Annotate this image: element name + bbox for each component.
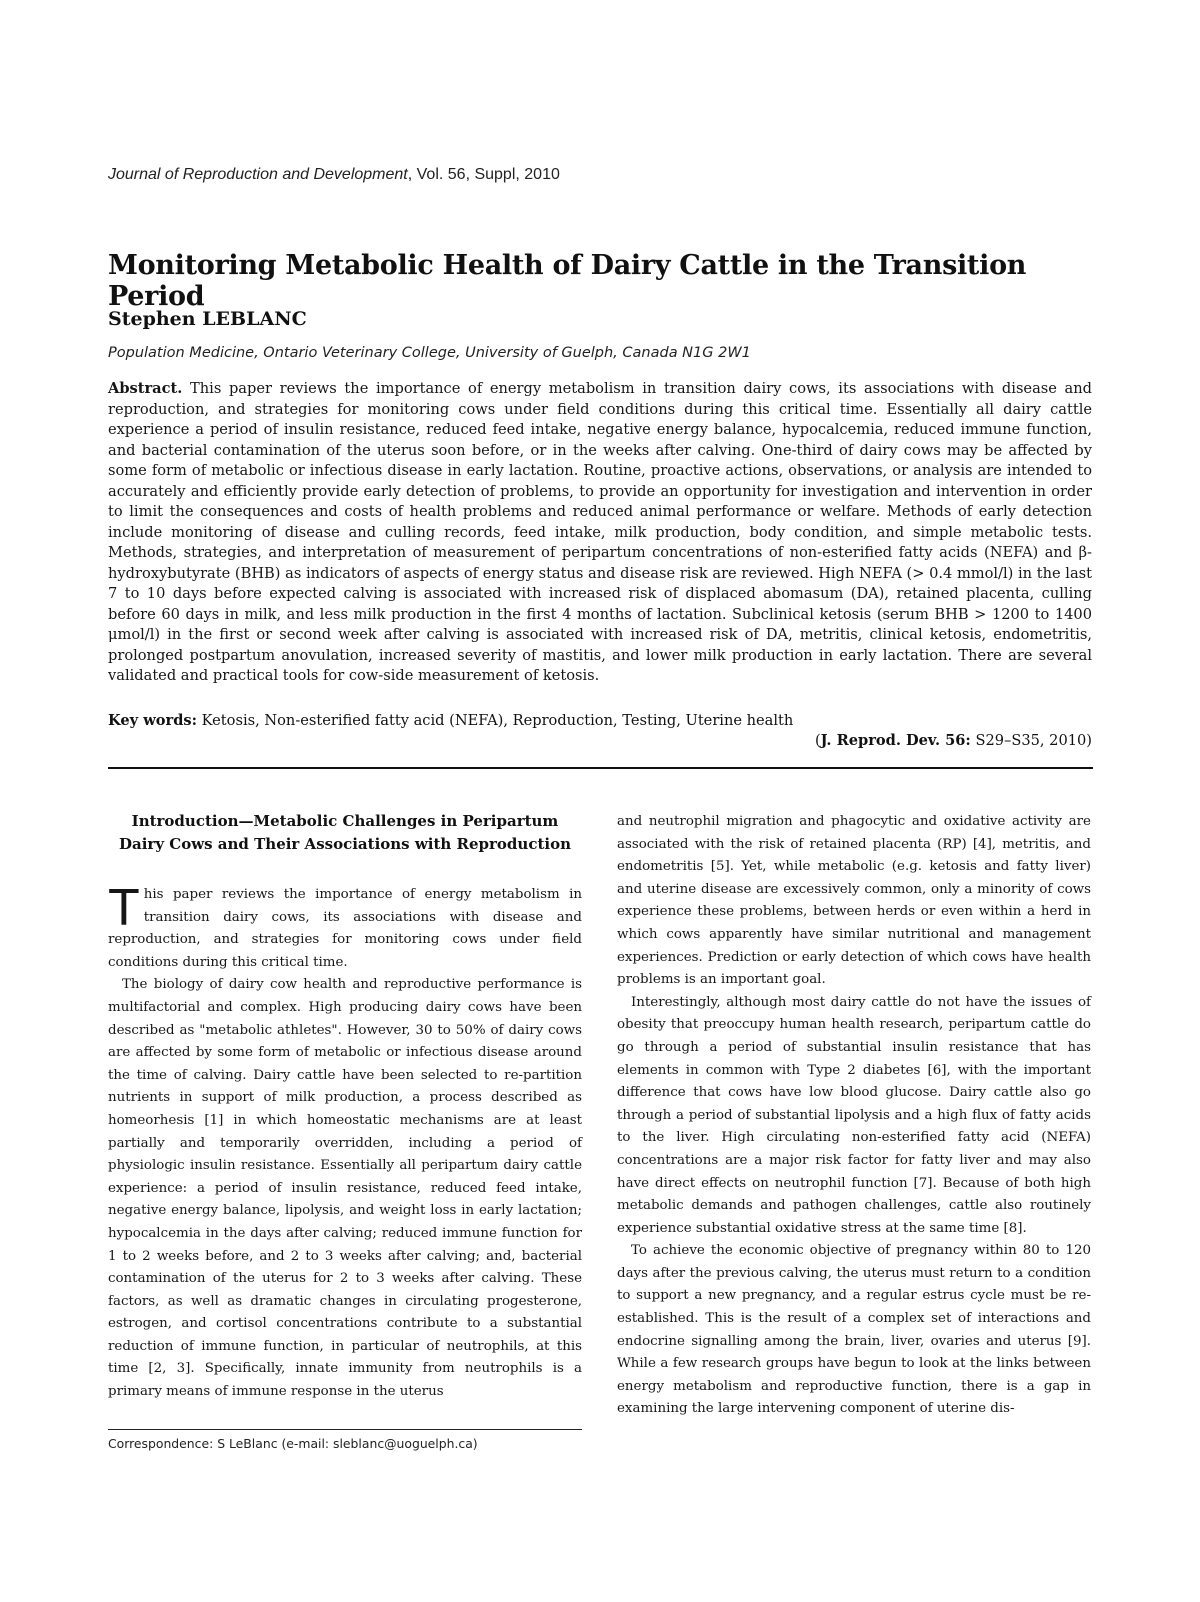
author-name: Stephen LEBLANC [108, 308, 307, 330]
abstract [108, 379, 1092, 687]
abstract-divider [108, 767, 1093, 769]
footnote-divider [108, 1429, 582, 1430]
right-paragraph-1: and neutrophil migration and phagocytic and oxidative activity are associated with the risk of retained placenta (RP) [4], metritis, and endometritis [5]. Yet, while metabolic (e.g. ketosis and fatty liver) and uterine disease are excessively common, only a minority of cows experience these problems, between herds or even within a herd in which cows apparently have similar nutritional and management experiences. Prediction or early detection of which cows have health problems is an important goal. [617, 814, 1091, 988]
citation-journal: J. Reprod. Dev. 56: [820, 732, 971, 749]
section-heading-line2: Dairy Cows and Their Associations with Reproduction [119, 835, 571, 853]
intro-paragraph-1-text: his paper reviews the importance of energy metabolism in transition dairy cows, its associations with disease and reproduction, and strategies for monitoring cows under field conditions during this critical time. [108, 887, 582, 970]
journal-header [108, 166, 560, 184]
left-column [108, 879, 582, 1404]
citation [815, 732, 1092, 749]
right-column [617, 811, 1091, 1421]
abstract-label: Abstract. [108, 380, 183, 397]
section-heading-line1: Introduction—Metabolic Challenges in Peripartum [131, 812, 559, 830]
intro-paragraph-1 [108, 879, 582, 974]
section-heading [108, 810, 582, 856]
article-title: Monitoring Metabolic Health of Dairy Cattle in the Transition Period [108, 250, 1027, 312]
keywords-text: Ketosis, Non-esterified fatty acid (NEFA), Reproduction, Testing, Uterine health [201, 712, 794, 729]
keywords-label: Key words: [108, 712, 198, 729]
journal-name: Journal of Reproduction and Development [108, 166, 408, 183]
correspondence-footnote: Correspondence: S LeBlanc (e-mail: sleblanc@uoguelph.ca) [108, 1436, 478, 1451]
volume-info: , Vol. 56, Suppl, 2010 [407, 166, 560, 183]
author-affiliation: Population Medicine, Ontario Veterinary College, University of Guelph, Canada N1G 2W1 [108, 345, 751, 361]
citation-open: ( [814, 732, 821, 749]
right-paragraph-2: Interestingly, although most dairy cattle do not have the issues of obesity that preoccupy human health research, peripartum cattle do go through a period of substantial insulin resistance that has elements in common with Type 2 diabetes [6], with the important difference that cows have low blood glucose. Dairy cattle also go through a period of substantial lipolysis and a high flux of fatty acids to the liver. High circulating non-esterified fatty acid (NEFA) concentrations are a major risk factor for fatty liver and may also have direct effects on neutrophil function [7]. Because of both high metabolic demands and pathogen challenges, cattle also routinely experience substantial oxidative stress at the same time [8]. [617, 994, 1091, 1236]
citation-rest: S29–S35, 2010) [970, 732, 1092, 749]
keywords [108, 711, 1092, 732]
right-paragraph-3: To achieve the economic objective of pregnancy within 80 to 120 days after the previous calving, the uterus must return to a condition to support a new pregnancy, and a regular estrus cycle must be re-established. This is the result of a complex set of interactions and endocrine signalling among the brain, liver, ovaries and uterus [9]. While a few research groups have begun to look at the links between energy metabolism and reproductive function, there is a gap in examining the large intervening component of uterine dis- [617, 1243, 1091, 1417]
intro-paragraph-2: The biology of dairy cow health and reproductive performance is multifactorial and complex. High producing dairy cows have been described as "metabolic athletes". However, 30 to 50% of dairy cows are affected by some form of metabolic or infectious disease around the time of calving. Dairy cattle have been selected to re-partition nutrients in support of milk production, a process described as homeorhesis [1] in which homeostatic mechanisms are at least partially and temporarily overridden, including a period of physiologic insulin resistance. Essentially all peripartum dairy cattle experience: a period of insulin resistance, reduced feed intake, negative energy balance, lipolysis, and weight loss in early lactation; hypocalcemia in the days after calving; reduced immune function for 1 to 2 weeks before, and 2 to 3 weeks after calving; and, bacterial contamination of the uterus for 2 to 3 weeks after calving. These factors, as well as dramatic changes in circulating progesterone, estrogen, and cortisol concentrations contribute to a substantial reduction of immune function, in particular of neutrophils, at this time [2, 3]. Specifically, innate immunity from neutrophils is a primary means of immune response in the uterus [108, 977, 582, 1400]
drop-cap: T [108, 879, 140, 937]
abstract-text: This paper reviews the importance of energy metabolism in transition dairy cows, its associations with disease and reproduction, and strategies for monitoring cows under field conditions during this critical time. Essentially all dairy cattle experience a period of insulin resistance, reduced feed intake, negative energy balance, hypocalcemia, reduced immune function, and bacterial contamination of the uterus soon before, or in the weeks after calving. One-third of dairy cows may be affected by some form of metabolic or infectious disease in early lactation. Routine, proactive actions, observations, or analysis are intended to accurately and efficiently provide early detection of problems, to provide an opportunity for investigation and intervention in order to limit the consequences and costs of health problems and reduced animal performance or welfare. Methods of early detection include monitoring of disease and culling records, feed intake, milk production, body condition, and simple metabolic tests. Methods, strategies, and interpretation of measurement of peripartum concentrations of non-esterified fatty acids (NEFA) and β-hydroxybutyrate (BHB) as indicators of aspects of energy status and disease risk are reviewed. High NEFA (> 0.4 mmol/l) in the last 7 to 10 days before expected calving is associated with increased risk of displaced abomasum (DA), retained placenta, culling before 60 days in milk, and less milk production in the first 4 months of lactation. Subclinical ketosis (serum BHB > 1200 to 1400 μmol/l) in the first or second week after calving is associated with increased risk of DA, metritis, clinical ketosis, endometritis, prolonged postpartum anovulation, increased severity of mastitis, and lower milk production in early lactation. There are several validated and practical tools for cow-side measurement of ketosis. [108, 380, 1092, 684]
